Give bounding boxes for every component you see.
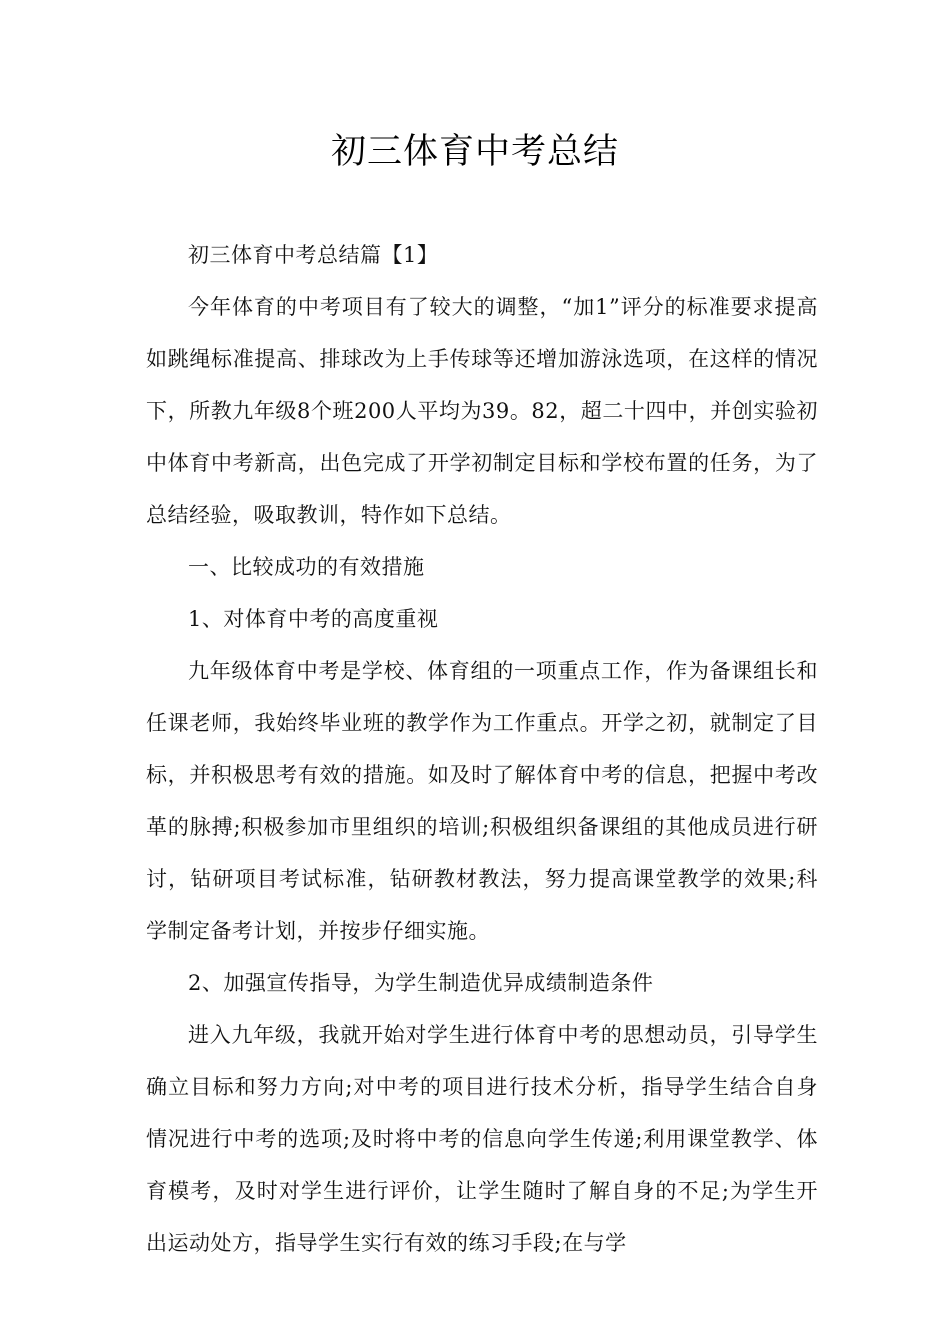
- heading-effective-measures: 一、比较成功的有效措施: [188, 555, 425, 579]
- paragraph-emphasis: 九年级体育中考是学校、体育组的一项重点工作，作为备课组长和任课老师，我始终毕业班的教学作为工作重点。开学之初，就制定了目标，并积极思考有效的措施。如及时了解体育中考的信息，把握中考改革的脉搏;积极参加市里组织的培训;积极组织备课组的其他成员进行研讨，钻研项目考试标准，钻研教材教法，努力提高课堂教学的效果;科学制定备考计划，并按步仔细实施。: [146, 659, 818, 943]
- document-title: 初三体育中考总结: [330, 132, 619, 172]
- document-body: [146, 229, 818, 1269]
- subheading-1: 1、对体育中考的高度重视: [188, 607, 439, 631]
- subheading-2: 2、加强宣传指导，为学生制造优异成绩制造条件: [188, 971, 654, 995]
- paragraph-guidance: 进入九年级，我就开始对学生进行体育中考的思想动员，引导学生确立目标和努力方向;对中考的项目进行技术分析，指导学生结合自身情况进行中考的选项;及时将中考的信息向学生传递;利用课堂教学、体育模考，及时对学生进行评价，让学生随时了解自身的不足;为学生开出运动处方，指导学生实行有效的练习手段;在与学: [146, 1023, 818, 1255]
- intro-paragraph: 今年体育的中考项目有了较大的调整，“加1”评分的标准要求提高如跳绳标准提高、排球改为上手传球等还增加游泳选项，在这样的情况下，所教九年级8个班200人平均为39。82，超二十四中，并创实验初中体育中考新高，出色完成了开学初制定目标和学校布置的任务，为了总结经验，吸取教训，特作如下总结。: [146, 295, 818, 527]
- section-heading-1: 初三体育中考总结篇【1】: [188, 243, 439, 267]
